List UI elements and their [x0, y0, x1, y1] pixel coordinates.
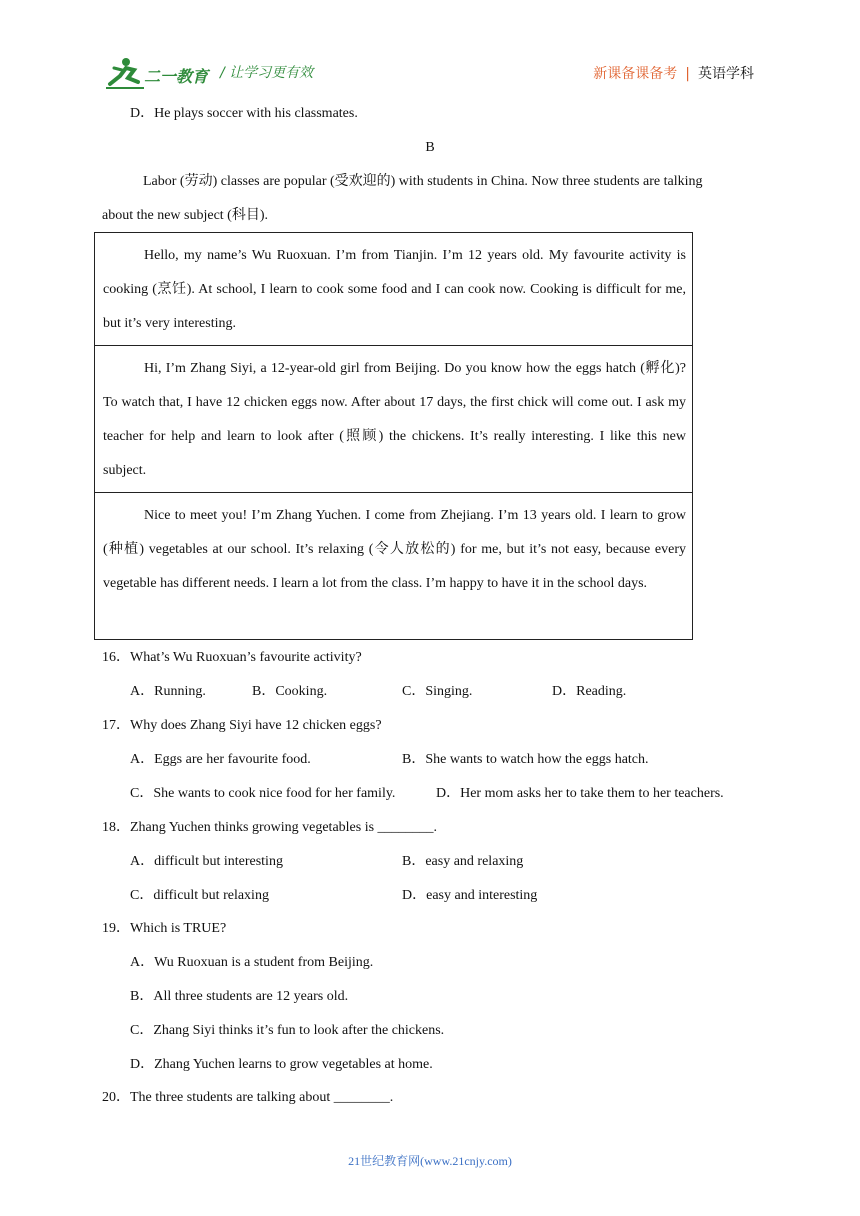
question-18: 18．Zhang Yuchen thinks growing vegetables is ________. [102, 820, 438, 835]
page-footer[interactable]: 21世纪教育网(www.21cnjy.com) [348, 1154, 512, 1168]
header-subject: 英语学科 [698, 66, 754, 82]
section-letter: B [425, 140, 435, 155]
intro-line-1: Labor (劳动) classes are popular (受欢迎的) with students in China. Now three students are talking [143, 174, 703, 189]
passage-wu-ruoxuan: Hello, my name’s Wu Ruoxuan. I’m from Tianjin. I’m 12 years old. My favourite activity is cooking (烹饪). At school, I learn to cook some food and I can cook now. Cooking is difficult for me, but it’s very interesting. [103, 248, 686, 331]
question-16: 16．What’s Wu Ruoxuan’s favourite activity? [102, 650, 362, 665]
passage-zhang-yuchen: Nice to meet you! I’m Zhang Yuchen. I come from Zhejiang. I’m 13 years old. I learn to grow (种植) vegetables at our school. It’s relaxing (令人放松的) for me, but it’s not easy, because every vegetable has different needs. I learn a lot from the class. I’m happy to have it in the school days. [103, 508, 686, 591]
q17-option-b[interactable]: B．She wants to watch how the eggs hatch. [402, 752, 649, 767]
passage-zhang-siyi: Hi, I’m Zhang Siyi, a 12-year-old girl from Beijing. Do you know how the eggs hatch (孵化)? To watch that, I have 12 chicken eggs now. After about 17 days, the first chick will come out. I ask my teacher for help and learn to look after (照顾) the chickens. It’s really interesting. I like this new subject. [103, 361, 686, 478]
question-17: 17．Why does Zhang Siyi have 12 chicken eggs? [102, 718, 382, 733]
logo [104, 56, 214, 90]
q18-option-d[interactable]: D．easy and interesting [402, 888, 538, 903]
q16-option-a[interactable]: A．Running. [130, 684, 206, 699]
q17-option-c[interactable]: C．She wants to cook nice food for her family. [130, 786, 396, 801]
q17-option-a[interactable]: A．Eggs are her favourite food. [130, 752, 311, 767]
q19-option-a[interactable]: A．Wu Ruoxuan is a student from Beijing. [130, 955, 374, 970]
header-separator: | [685, 66, 690, 82]
header-series: 新课备课备考 [593, 66, 678, 82]
q18-option-a[interactable]: A．difficult but interesting [130, 854, 283, 869]
q19-option-c[interactable]: C．Zhang Siyi thinks it’s fun to look after the chickens. [130, 1023, 445, 1038]
runner-icon [106, 58, 144, 88]
prev-option-d: D．He plays soccer with his classmates. [130, 106, 358, 121]
intro-line-2: about the new subject (科目). [102, 208, 269, 223]
q16-option-d[interactable]: D．Reading. [552, 684, 627, 699]
q19-option-b[interactable]: B．All three students are 12 years old. [130, 989, 349, 1004]
q16-option-c[interactable]: C．Singing. [402, 684, 473, 699]
q16-option-b[interactable]: B．Cooking. [252, 684, 328, 699]
q19-option-d[interactable]: D．Zhang Yuchen learns to grow vegetables at home. [130, 1057, 433, 1072]
passage-box-2 [94, 345, 693, 493]
passage-box-3 [94, 492, 693, 640]
question-20: 20．The three students are talking about ________. [102, 1090, 394, 1105]
question-19: 19．Which is TRUE? [102, 921, 227, 936]
passage-box-1 [94, 232, 693, 346]
header-right [593, 63, 754, 83]
q17-option-d[interactable]: D．Her mom asks her to take them to her teachers. [436, 786, 724, 801]
svg-text:二一教育: 二一教育 [144, 67, 209, 86]
page-header [0, 0, 860, 96]
q18-option-c[interactable]: C．difficult but relaxing [130, 888, 269, 903]
q18-option-b[interactable]: B．easy and relaxing [402, 854, 524, 869]
slogan: / 让学习更有效 [220, 65, 314, 81]
